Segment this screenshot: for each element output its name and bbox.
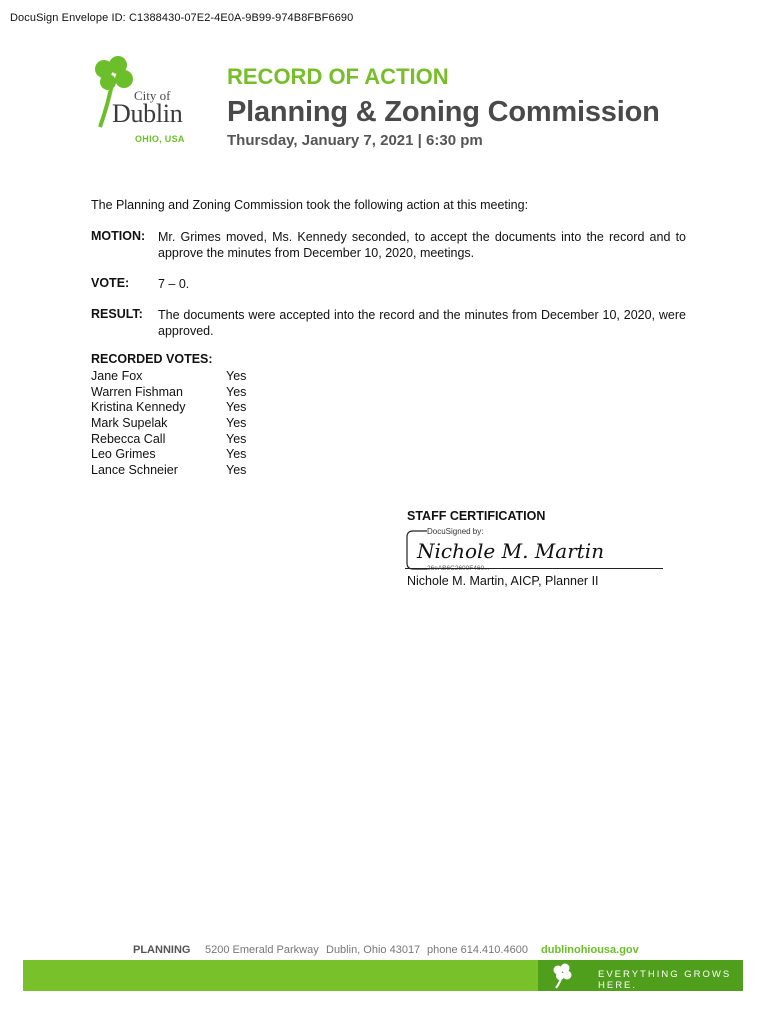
voter-vote: Yes bbox=[226, 463, 247, 478]
docusign-signature-block bbox=[405, 527, 665, 575]
footer-department: PLANNING bbox=[133, 944, 191, 956]
motion-row bbox=[91, 229, 691, 263]
voter-name: Jane Fox bbox=[91, 369, 143, 383]
footer-contact bbox=[0, 944, 770, 960]
footer-phone: phone 614.410.4600 bbox=[427, 944, 528, 956]
list-item bbox=[91, 463, 261, 479]
footer-city: Dublin, Ohio 43017 bbox=[326, 944, 421, 956]
result-label: RESULT: bbox=[91, 307, 143, 321]
logo-dublin: Dublin bbox=[112, 99, 183, 128]
voter-name: Rebecca Call bbox=[91, 431, 166, 446]
recorded-votes-list bbox=[91, 369, 261, 479]
voter-name: Kristina Kennedy bbox=[91, 400, 186, 415]
voter-vote: Yes bbox=[226, 384, 247, 399]
motion-label: MOTION: bbox=[91, 229, 146, 243]
city-of-dublin-logo bbox=[86, 55, 198, 150]
handwritten-signature: Nichole M. Martin bbox=[417, 539, 605, 563]
staff-certification-heading: STAFF CERTIFICATION bbox=[407, 509, 546, 523]
voter-name: Warren Fishman bbox=[91, 384, 183, 399]
signer-name: Nichole M. Martin, AICP, Planner II bbox=[407, 574, 599, 588]
motion-text: Mr. Grimes moved, Ms. Kennedy seconded, to accept the documents into the record and to approve the minutes from December 10, 2020, meetings. bbox=[158, 230, 686, 260]
list-item bbox=[91, 400, 261, 416]
intro-text: The Planning and Zoning Commission took the following action at this meeting: bbox=[91, 198, 529, 212]
record-of-action-title: RECORD OF ACTION bbox=[227, 64, 449, 89]
voter-vote: Yes bbox=[226, 431, 247, 446]
voter-vote: Yes bbox=[226, 447, 247, 462]
voter-vote: Yes bbox=[226, 416, 247, 431]
result-row bbox=[91, 307, 691, 341]
voter-name: Leo Grimes bbox=[91, 447, 156, 462]
result-text: The documents were accepted into the record and the minutes from December 10, 2020, were approved. bbox=[158, 308, 686, 338]
signature-line bbox=[405, 568, 663, 569]
footer-tagline-badge bbox=[538, 960, 743, 991]
voter-name: Lance Schneier bbox=[91, 463, 178, 478]
list-item bbox=[91, 447, 261, 463]
voter-name: Mark Supelak bbox=[91, 416, 168, 431]
list-item bbox=[91, 432, 261, 448]
footer-website-link[interactable]: dublinohiousa.gov bbox=[541, 944, 639, 956]
list-item bbox=[91, 369, 261, 385]
vote-text: 7 – 0. bbox=[158, 277, 190, 291]
vote-row bbox=[91, 276, 691, 292]
meeting-date: Thursday, January 7, 2021 | 6:30 pm bbox=[227, 132, 483, 149]
list-item bbox=[91, 416, 261, 432]
shamrock-icon bbox=[550, 963, 576, 989]
footer-address: 5200 Emerald Parkway bbox=[205, 944, 319, 956]
commission-title: Planning & Zoning Commission bbox=[227, 96, 660, 128]
voter-vote: Yes bbox=[226, 369, 247, 383]
vote-label: VOTE: bbox=[91, 276, 130, 290]
docusign-label: DocuSigned by: bbox=[427, 527, 484, 536]
recorded-votes-heading: RECORDED VOTES: bbox=[91, 352, 213, 366]
logo-city-of: City of bbox=[134, 88, 171, 103]
voter-vote: Yes bbox=[226, 400, 247, 415]
list-item bbox=[91, 385, 261, 401]
docusign-envelope-id: DocuSign Envelope ID: C1388430-07E2-4E0A-9B99-974B8FBF6690 bbox=[10, 12, 354, 24]
logo-state: OHIO, USA bbox=[135, 134, 185, 144]
footer-tagline: EVERYTHING GROWS HERE. bbox=[598, 969, 732, 991]
